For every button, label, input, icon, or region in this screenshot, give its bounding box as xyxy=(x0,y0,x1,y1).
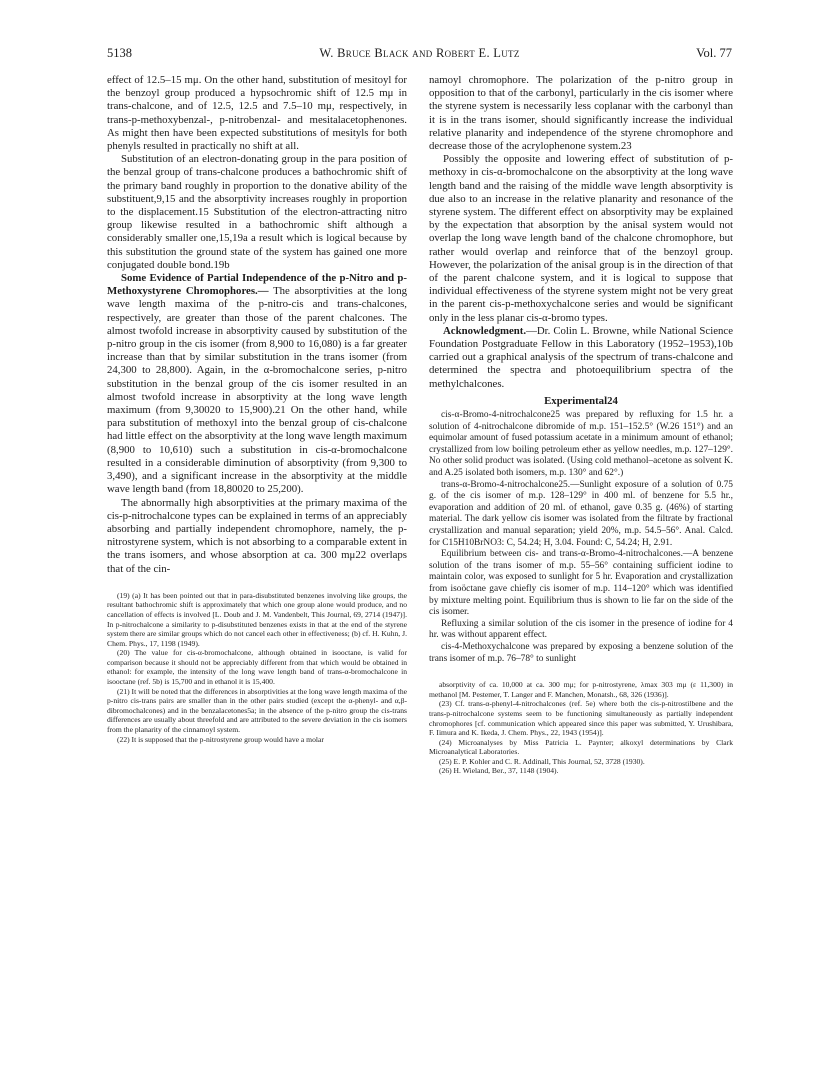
footnote: (24) Microanalyses by Miss Patricia L. Paynter; alkoxyl determinations by Clark Microanalytical Laboratories. xyxy=(429,737,733,757)
volume-label: Vol. 77 xyxy=(696,46,732,60)
experimental-paragraph: cis-4-Methoxychalcone was prepared by exposing a benzene solution of the trans isomer of m.p. 76–78° to sunlight xyxy=(429,641,733,664)
footnote: absorptivity of ca. 10,000 at ca. 300 mμ; for p-nitrostyrene, λmax 303 mμ (ε 11,300) in methanol [M. Pestemer, T. Langer and F. Manchen, Monatsh., 68, 326 (1936)]. xyxy=(429,680,733,699)
footnote-separator xyxy=(429,670,733,677)
body-paragraph: namoyl chromophore. The polarization of the p-nitro group in opposition to that of the carbonyl, particularly in the cis isomer where the styrene system is necessarily less coplanar with the carbonyl than it is in the trans isomer, should significantly increase the individual relative planarity and independence of the styrene chromophore and decrease those of the acrylophenone system.23 xyxy=(429,74,733,153)
body-paragraph: Substitution of an electron-donating group in the para position of the benzal group of trans-chalcone produces a bathochromic shift of the primary band roughly in proportion to the donative ability of the substituent,9,15 and the absorptivity increases roughly in proportion to the displacement.15 Substitution of the electron-attracting nitro group likewise resulted in a bathochromic shift although a considerably smaller one,15,19a a result which is logical because by this substitution the ground state of the system has gained one more conjugated double bond.19b xyxy=(107,153,407,271)
footnote: (22) It is supposed that the p-nitrostyrene group would have a molar xyxy=(117,734,324,744)
footnote: (21) It will be noted that the differences in absorptivities at the long wave length maxima of the p-nitro cis-trans pairs are smaller than in the other pairs studied (except the α-phenyl- and α,β-dibromochalcones) and in the benzalacetones5a; in the absence of the p-nitro group the cis-trans differences are usually about threefold and are attributed to the severe deviation in the cis isomers from the planarity of the cinnamoyl system. xyxy=(107,686,407,735)
body-paragraph: Possibly the opposite and lowering effect of substitution of p-methoxy in cis-α-bromochalcone on the absorptivity at the long wave length band and the raising of the middle wave length absorptivity is due also to an increase in the relative planarity and resonance of the styrene system. The different effect on absorptivity may be explained by the expectation that absorption by the anisal system would not overlap the long wave length band of the chalcone chromophore, but rather would overlap and reinforce that of the benzoyl group. However, the polarization of the anisal group is in the direction of that of the parent chalcone system, and it is logical to suppose that individual effectiveness of the styrene system might not be very great in the parent cis-p-methoxychalcone series and would be significant only in the less planar cis-α-bromo types. xyxy=(429,153,733,324)
experimental-paragraph: Refluxing a similar solution of the cis isomer in the presence of iodine for 4 hr. was without apparent effect. xyxy=(429,618,733,641)
footnote: (26) H. Wieland, Ber., 37, 1148 (1904). xyxy=(439,766,559,776)
experimental-section xyxy=(429,410,733,665)
footnote: (20) The value for cis-α-bromochalcone, although obtained in isooctane, is valid for comparison because it should not be appreciably different from that which would be obtained in ethanol: for example, the intensity of the long wave length band of trans-α-bromochalcone in isooctane (ref. 5b) is 15,700 and in ethanol it is 15,400. xyxy=(107,648,407,687)
footnotes xyxy=(429,680,733,776)
page-number: 5138 xyxy=(107,46,132,60)
acknowledgment-text: —Dr. Colin L. Browne, while National Science Foundation Postgraduate Fellow in this Laboratory (1952–1953),10b carried out a graphical analysis of the spectrum of trans-chalcone and determined the spectra and photoequilibrium spectra of the methylchalcones. xyxy=(429,324,733,390)
footnote-separator xyxy=(107,581,407,588)
section-subhead: Some Evidence of Partial Independence of the p-Nitro and p-Methoxystyrene Chromophores.— xyxy=(107,272,407,298)
body-paragraph: The abnormally high absorptivities at the primary maxima of the cis-p-nitrochalcone types can be explained in terms of an appreciably absorbing and partially independent chromophore, namely, the p-nitrostyrene system, which is not absorbing to a comparable extent in the trans isomers, and whose absorption at ca. 300 mμ22 overlaps that of the cin- xyxy=(107,496,407,575)
acknowledgment-label: Acknowledgment. xyxy=(443,324,527,337)
experimental-paragraph: Equilibrium between cis- and trans-α-Bromo-4-nitrochalcones.—A benzene solution of the trans isomer of m.p. 55–56° containing sufficient iodine to maintain color, was exposed to sunlight for 5 hr. Evaporation and crystallization from isoöctane gave chiefly cis isomer of m.p. 114–120° which was identified by mixture melting point. Equilibrium thus is shown to lie far on the side of the cis isomer. xyxy=(429,549,733,618)
section-subhead-paragraph xyxy=(107,272,407,496)
footnotes xyxy=(107,591,407,745)
running-header xyxy=(107,46,732,64)
experimental-paragraph: cis-α-Bromo-4-nitrochalcone25 was prepared by refluxing for 1.5 hr. a solution of 4-nitrochalcone dibromide of m.p. 151–152.5° (W.26 151°) and an equimolar amount of fused potassium acetate in a minimum amount of ethanol; crystallized from low boiling petroleum ether as yellow needles, m.p. 127–129°. No other solid product was isolated. (Using cold methanol–acetone as solvent K. and A.25 isolated both isomers, m.p. 130° and 62°.) xyxy=(429,410,733,479)
left-column xyxy=(107,74,407,744)
subhead-text: The absorptivities at the long wave length maxima of the p-nitro-cis and trans-chalcones, respectively, are greater than those of the parent chalcones. The almost twofold increase in absorptivity caused by substitution of the p-nitro group in the cis isomer (from 8,900 to 16,080) is a far greater increase than that by similar substitution in the trans isomer (from 24,300 to 28,800). Again, in the α-bromochalcone series, p-nitro substitution in the benzal group of the cis isomer resulted in an almost twofold increase in absorptivity at the long wave length maximum (from 9,30020 to 15,900).21 On the other hand, while para substitution of methoxyl into the benzal group of cis-chalcone had little effect on the absorptivity at the long wave length maximum (8,900 to 10,610) such a substitution in cis-α-bromochalcone resulted in a considerable diminution of absorptivity (from 9,300 to 3,490), and a significant increase in the absorptivity at the middle wave length band (from 18,80020 to 25,200). xyxy=(107,285,407,496)
running-title: W. Bruce Black and Robert E. Lutz xyxy=(319,46,520,60)
footnote: (23) Cf. trans-α-phenyl-4-nitrochalcones (ref. 5e) where both the cis-p-nitrostilbene and the trans-p-nitrochalcone systems seem to be functioning simultaneously as partially independent chromophores [cf. communication which appeared since this paper was submitted, Y. Urushibara, F. Iimura and K. Ikeda, J. Chem. Phys., 22, 1943 (1954)]. xyxy=(429,699,733,738)
right-column xyxy=(429,74,733,776)
experimental-paragraph: trans-α-Bromo-4-nitrochalcone25.—Sunlight exposure of a solution of 0.75 g. of the cis isomer of m.p. 128–129° in 400 ml. of benzene for 5.5 hr., evaporation and addition of 20 ml. of ethanol, gave 0.35 g. (46%) of starting material. The dark yellow cis isomer was isolated from the filtrate by fractional crystallization and manual separation; yield 20%, m.p. 54.5–56°. Anal. Calcd. for C15H10BrNO3: C, 54.24; H, 3.04. Found: C, 54.24; H, 2.91. xyxy=(429,479,733,548)
footnote: (19) (a) It has been pointed out that in para-disubstituted benzenes involving like groups, the resultant bathochromic shift is approximately that which one group alone would produce, and no cancellation of effects is involved [L. Doub and J. M. Vandenbelt, This Journal, 69, 2714 (1947)]. In p-nitrochalcone a similarity to p-disubstituted benzenes exists in that at the end of the styrene system there are similar groups which do not cancel each other in effectiveness; (b) cf. H. Kuhn, J. Chem. Phys., 17, 1198 (1949). xyxy=(107,590,407,648)
experimental-heading: Experimental24 xyxy=(544,394,618,407)
footnote: (25) E. P. Kohler and C. R. Addinall, This Journal, 52, 3728 (1930). xyxy=(439,756,645,766)
body-paragraph: effect of 12.5–15 mμ. On the other hand, substitution of mesitoyl for the benzoyl group produced a hypsochromic shift of 12.5 mμ in trans-chalcone, and of 12.5, 12.5 and 7.5–10 mμ, respectively, in trans-p-methoxybenzal-, p-nitrobenzal- and mesitalacetophenones. As might then have been expected substitutions of mesityls for both phenyls resulted in practically no shift at all. xyxy=(107,74,407,153)
acknowledgment xyxy=(429,325,733,391)
